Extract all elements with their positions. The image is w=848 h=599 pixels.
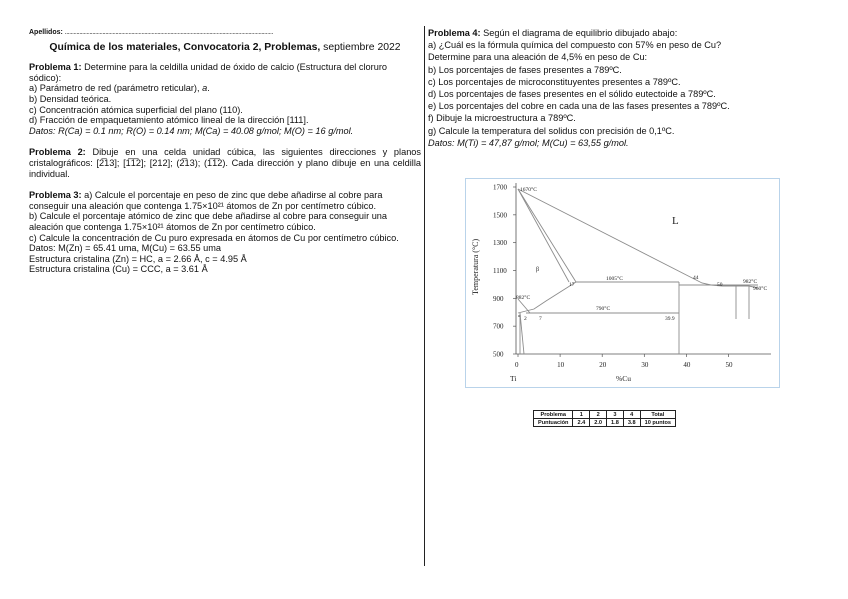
- label-50: 50: [717, 282, 723, 288]
- problem-1-datos: Datos: R(Ca) = 0.1 nm; R(O) = 0.14 nm; M(Ca) = 40.08 g/mol; M(O) = 16 g/mol.: [29, 125, 354, 136]
- title-date: septiembre 2022: [320, 41, 401, 53]
- score-header-cell: 3: [607, 411, 624, 419]
- phase-diagram-svg: [466, 179, 779, 387]
- problem-2-label: Problema 2:: [29, 147, 86, 158]
- y-tick-label: 1100: [493, 267, 507, 275]
- label-beta: β: [536, 267, 540, 273]
- score-header-row: [534, 411, 676, 419]
- y-tick-label: 1700: [493, 183, 507, 192]
- score-header-cell: 1: [573, 411, 590, 419]
- alpha-beta-line: [518, 299, 530, 313]
- label-882: 882°C: [516, 295, 531, 301]
- x-ticks: [515, 354, 733, 369]
- problem-1-text: Determine para la celdilla unidad de óxido de calcio (Estructura del cloruro sódico):: [29, 62, 387, 83]
- score-value-cell: Puntuación: [534, 419, 573, 427]
- y-tick-label: 700: [493, 322, 504, 331]
- problem-3: [29, 190, 421, 275]
- score-value-cell: 3.8: [623, 419, 640, 427]
- problem-1: [29, 62, 421, 136]
- right-column: [428, 28, 828, 150]
- label-960: 960°C: [753, 286, 768, 292]
- problem-3-b: b) Calcule el porcentaje atómico de zinc que debe añadirse al cobre para conseguir una aleación que contenga 1.75×10²¹ átomos de Zn por centímetro cúbico.: [29, 211, 388, 232]
- liquidus-right: [518, 189, 758, 288]
- problem-4-text: Según el diagrama de equilibrio dibujado abajo:: [480, 28, 678, 38]
- problem-3-datos: Datos: M(Zn) = 65.41 uma, M(Cu) = 63.55 uma: [29, 243, 221, 254]
- liquidus-left: [518, 189, 679, 282]
- problem-4-b: b) Los porcentajes de fases presentes a 789ºC.: [428, 64, 622, 75]
- problem-4-datos: Datos: M(Ti) = 47,87 g/mol; M(Cu) = 63,55 g/mol.: [428, 137, 629, 148]
- problem-4-a: a) ¿Cuál es la fórmula química del compuesto con 57% en peso de Cu?: [428, 40, 722, 51]
- problem-2-text: Dibuje en una celda unidad cúbica, las siguientes direcciones y planos cristalográficos: [2̅13]; [1̅1̅2]; [212]; (2̅13); (1̅1̅2). Cada dirección y plano dibuje en una celdilla individual.: [29, 147, 422, 179]
- problem-1-a: [29, 83, 421, 94]
- problem-1-d: d) Fracción de empaquetamiento atómico lineal de la dirección [111].: [29, 115, 309, 126]
- x-tick-label: 30: [641, 361, 649, 369]
- x-axis-label: %Cu: [616, 374, 631, 383]
- score-value-cell: 2.4: [573, 419, 590, 427]
- exam-title: [29, 43, 421, 54]
- left-column: [29, 28, 421, 286]
- label-1005: 1005°C: [606, 276, 623, 282]
- score-value-row: [534, 419, 676, 427]
- problem-4-f: f) Dibuje la microestructura a 789ºC.: [428, 113, 576, 124]
- problem-1-b: b) Densidad teórica.: [29, 93, 112, 104]
- label-7: 7: [539, 316, 542, 322]
- score-header-cell: Total: [640, 411, 675, 419]
- label-17: 17: [569, 282, 575, 288]
- label-44: 44: [693, 275, 699, 281]
- x-element-label: Ti: [510, 374, 517, 383]
- apellidos-field: [29, 28, 421, 39]
- y-tick-label: 500: [493, 350, 504, 359]
- score-value-cell: 1.8: [607, 419, 624, 427]
- problem-1-a-end: .: [207, 83, 210, 94]
- label-2: 2: [524, 316, 527, 322]
- beta-solvus-top: [518, 189, 569, 282]
- column-divider: [424, 26, 425, 566]
- problem-2: [29, 147, 421, 179]
- problem-4-d: d) Los porcentajes de fases presentes en el sólido eutectoide a 789ºC.: [428, 88, 716, 99]
- problem-3-cu: Estructura cristalina (Cu) = CCC, a = 3.61 Å: [29, 264, 208, 275]
- x-tick-label: 0: [515, 361, 519, 369]
- problem-1-c: c) Concentración atómica superficial del plano (110).: [29, 104, 243, 115]
- phase-lines: [518, 189, 758, 354]
- problem-1-a-text: a) Parámetro de red (parámetro reticular),: [29, 83, 203, 94]
- problem-3-c: c) Calcule la concentración de Cu puro expresada en átomos de Cu por centímetro cúbico.: [29, 232, 399, 243]
- x-tick-label: 50: [725, 361, 733, 369]
- score-header-cell: 2: [590, 411, 607, 419]
- problem-1-label: Problema 1:: [29, 62, 82, 73]
- problem-3-label: Problema 3:: [29, 190, 82, 201]
- apellidos-line: ................................................................................................................................................: [64, 29, 273, 36]
- problem-3-zn: Estructura cristalina (Zn) = HC, a = 2.66 Å, c = 4.95 Å: [29, 253, 247, 264]
- y-axis-label: Temperatura (°C): [471, 238, 480, 295]
- label-790: 790°C: [596, 306, 611, 312]
- problem-4-g: g) Calcule la temperatura del solidus con precisión de 0,1ºC.: [428, 125, 675, 136]
- y-ticks: [493, 184, 516, 359]
- score-header-cell: 4: [623, 411, 640, 419]
- label-39-9: 39.9: [665, 316, 675, 322]
- label-alpha: α: [518, 313, 521, 318]
- title-main: Química de los materiales, Convocatoria 2, Problemas,: [49, 41, 321, 53]
- y-tick-label: 1500: [493, 211, 507, 220]
- x-tick-label: 40: [683, 361, 691, 369]
- x-tick-label: 20: [599, 361, 607, 369]
- problem-4-c: c) Los porcentajes de microconstituyentes presentes a 789ºC.: [428, 76, 681, 87]
- phase-diagram: [465, 178, 780, 388]
- score-header-cell: Problema: [534, 411, 573, 419]
- label-982: 982°C: [743, 279, 758, 285]
- apellidos-label: Apellidos:: [29, 29, 63, 36]
- problem-4-e: e) Los porcentajes del cobre en cada una de las fases presentes a 789ºC.: [428, 101, 730, 112]
- label-liquid: L: [672, 215, 679, 227]
- x-tick-label: 10: [557, 361, 565, 369]
- problem-1-a-var: a: [202, 83, 208, 94]
- score-value-cell: 10 puntos: [640, 419, 675, 427]
- label-1670: 1670°C: [520, 187, 537, 193]
- y-tick-label: 1300: [493, 239, 507, 248]
- problem-4-label: Problema 4:: [428, 28, 481, 38]
- y-tick-label: 900: [493, 294, 504, 303]
- score-table: [533, 410, 676, 427]
- problem-4-det: Determine para una aleación de 4,5% en peso de Cu:: [428, 52, 648, 63]
- score-value-cell: 2.0: [590, 419, 607, 427]
- problem-3-a: a) Calcule el porcentaje en peso de zinc que debe añadirse al cobre para conseguir una aleación que contenga 1.75×10²¹ átomos de Zn por centímetro cúbico.: [29, 190, 383, 211]
